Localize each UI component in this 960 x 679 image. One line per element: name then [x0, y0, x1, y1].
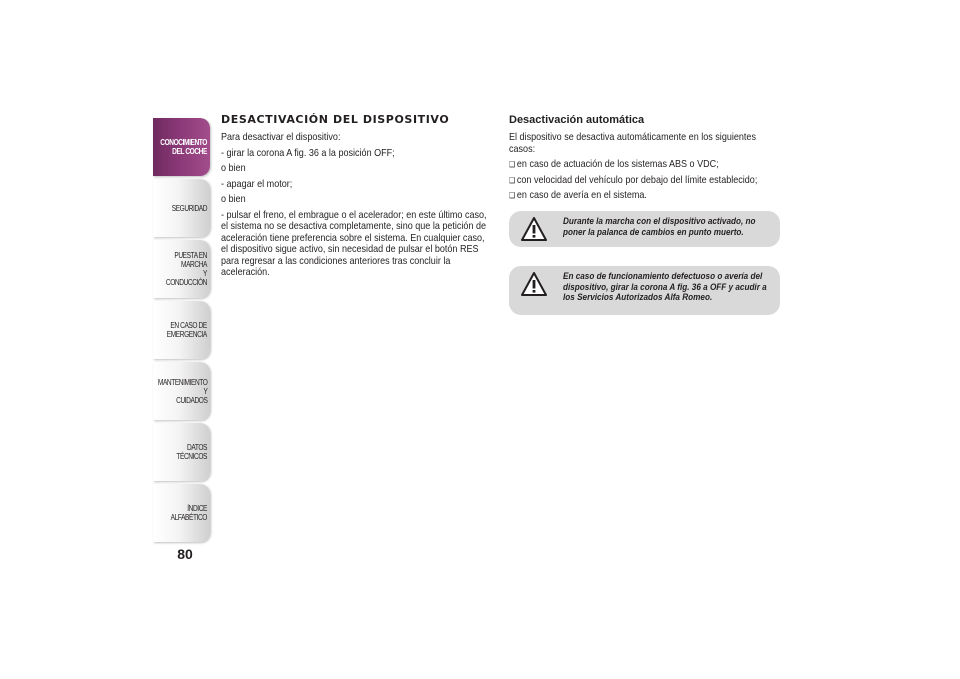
tab-conocimiento-del-coche[interactable] [153, 118, 210, 176]
bullet-item: ❑ en caso de actuación de los sistemas ABS o VDC; [509, 159, 780, 171]
tab-indice-alfabetico[interactable] [153, 484, 210, 542]
warning-text: En caso de funcionamiento defectuoso o avería del dispositivo, girar la corona A fig. 36 a OFF y acudir a los Servicios Autorizados Alfa Romeo. [563, 271, 767, 303]
tab-datos-tecnicos[interactable] [153, 423, 210, 481]
tab-label: EN CASO DE EMERGENCIA [166, 321, 207, 339]
bullet-item: ❑ con velocidad del vehículo por debajo del límite establecido; [509, 175, 780, 187]
warning-text: Durante la marcha con el dispositivo activado, no poner la palanca de cambios en punto muerto. [563, 216, 756, 238]
warning-triangle-icon [521, 272, 547, 296]
warning-box [509, 266, 780, 315]
tab-mantenimiento[interactable] [153, 362, 210, 420]
tab-label: SEGURIDAD [171, 203, 207, 213]
body-line: - apagar el motor; [221, 177, 293, 190]
tab-label: MANTENIMIENTO Y CUIDADOS [157, 377, 207, 405]
tab-label: PUESTA EN MARCHA Y CONDUCCIÓN [165, 251, 207, 287]
body-line: Para desactivar el dispositivo: [221, 131, 341, 143]
body-line: El dispositivo se desactiva automáticamente en los siguientes casos: [509, 131, 756, 155]
page-number: 80 [177, 546, 193, 562]
body-paragraph: - pulsar el freno, el embrague o el acelerador; en este último caso, el sistema no se desactiva completamente, sino que la petición de aceleración tiene preferencia sobre el sistema. En cualquier caso, el dispositivo sigue activo, sin necesidad de pulsar el botón RES para regresar a las condiciones anteriores tras concluir la aceleración. [221, 208, 487, 278]
tab-en-caso-de-emergencia[interactable] [153, 301, 210, 359]
body-line: o bien [221, 162, 246, 174]
tab-label: DATOS TÉCNICOS [176, 443, 207, 461]
tab-puesta-en-marcha[interactable] [153, 240, 210, 298]
warning-box [509, 211, 780, 247]
body-line: o bien [221, 193, 246, 205]
subsection-title: Desactivación automática [509, 114, 645, 126]
left-column [221, 114, 493, 283]
bullet-item: ❑ en caso de avería en el sistema. [509, 190, 780, 202]
tab-label: ÍNDICE ALFABÉTICO [170, 504, 207, 522]
tab-label: CONOCIMIENTO DEL COCHE [160, 138, 207, 156]
body-line: - girar la corona A fig. 36 a la posición OFF; [221, 146, 395, 159]
tab-seguridad[interactable] [153, 179, 210, 237]
right-column [509, 114, 781, 206]
warning-triangle-icon [521, 217, 547, 241]
section-title: DESACTIVACIÓN DEL DISPOSITIVO [221, 113, 450, 126]
